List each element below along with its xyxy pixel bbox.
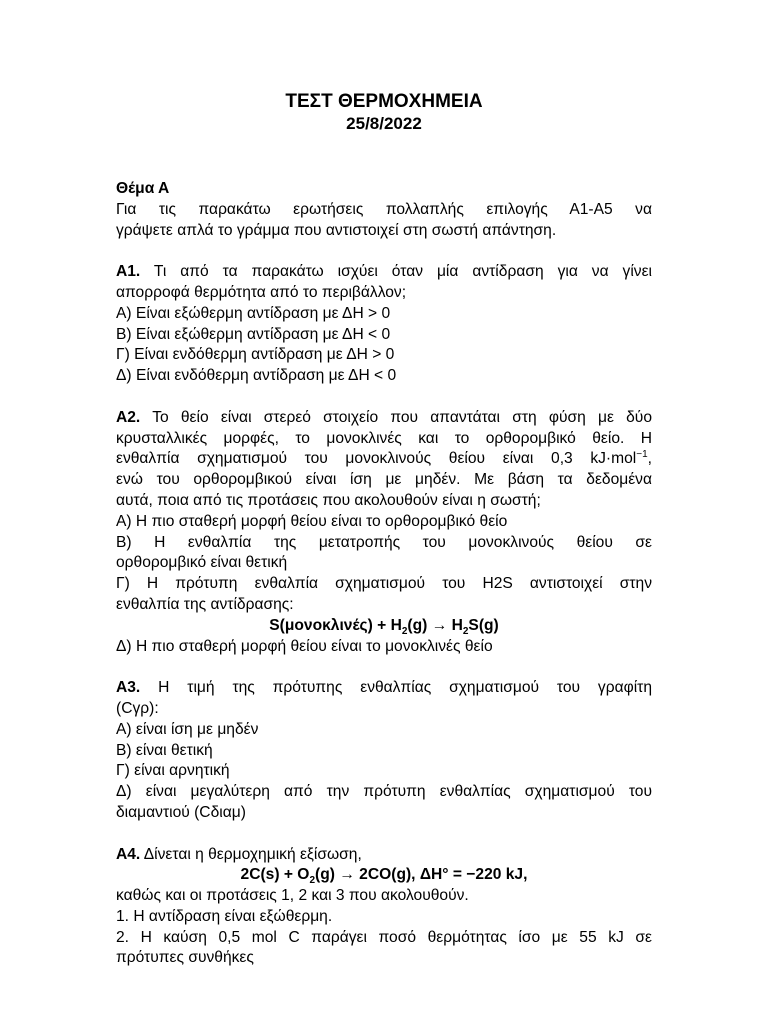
question-a2-option-b-line-1: Β) Η ενθαλπία της μετατροπής του μονοκλινούς θείου σε xyxy=(116,533,652,551)
question-a1-option-b: Β) Είναι εξώθερμη αντίδραση με ΔΗ < 0 xyxy=(116,325,391,343)
question-a1-label: Α1. xyxy=(116,263,141,281)
question-a2-line-5: αυτά, ποια από τις προτάσεις που ακολουθούν είναι η σωστή; xyxy=(116,491,541,509)
equation-part: (g) → 2CO(g), ΔΗ° = −220 kJ, xyxy=(315,866,528,884)
document-page xyxy=(116,90,652,969)
question-a2-option-b-line-2: ορθορομβικό είναι θετική xyxy=(116,554,288,572)
intro-line-2: γράψετε απλά το γράμμα που αντιστοιχεί στη σωστή απάντηση. xyxy=(116,221,557,239)
question-a4-item-2-line-1: 2. Η καύση 0,5 mol C παράγει ποσό θερμότητας ίσο με 55 kJ σε xyxy=(116,928,652,946)
question-a2-line-3 xyxy=(116,449,652,470)
question-a3-option-d-line-1: Δ) είναι μεγαλύτερη από την πρότυπη ενθαλπίας σχηματισμού του xyxy=(116,783,652,801)
question-a4-stem-1: Δίνεται η θερμοχημική εξίσωση, xyxy=(140,845,362,863)
question-a2-line-1 xyxy=(116,408,652,429)
document-title: ΤΕΣΤ ΘΕΡΜΟΧΗΜΕΙΑ xyxy=(285,91,483,112)
equation-part: 2C(s) + O xyxy=(240,866,310,884)
question-a3-stem-1: Η τιμή της πρότυπης ενθαλπίας σχηματισμού του γραφίτη xyxy=(140,679,652,697)
question-a2-label: Α2. xyxy=(116,408,141,426)
section-heading: Θέμα Α xyxy=(116,180,170,197)
question-a1-stem-1: Τι από τα παρακάτω ισχύει όταν μία αντίδραση για να γίνει xyxy=(140,263,652,281)
question-a4-item-2-line-2: πρότυπες συνθήκες xyxy=(116,949,254,967)
question-a1-option-c: Γ) Είναι ενδόθερμη αντίδραση με ΔΗ > 0 xyxy=(116,346,395,364)
question-a2-line-4: ενώ του ορθορομβικού είναι ίση με μηδέν. Με βάση τα δεδομένα xyxy=(116,471,652,489)
equation-subscript: 2 xyxy=(462,625,469,637)
question-a3-option-c: Γ) είναι αρνητική xyxy=(116,762,230,780)
document-date: 25/8/2022 xyxy=(346,114,422,133)
equation-subscript: 2 xyxy=(401,625,408,637)
intro-line-1: Για τις παρακάτω ερωτήσεις πολλαπλής επιλογής Α1-Α5 να xyxy=(116,200,652,218)
question-a3-label: Α3. xyxy=(116,679,141,697)
question-a2-option-d: Δ) Η πιο σταθερή μορφή θείου είναι το μονοκλινές θείο xyxy=(116,637,493,655)
question-a3-line-1 xyxy=(116,678,652,699)
question-a4-line-1 xyxy=(116,845,652,866)
equation-part: (g) → H xyxy=(407,616,463,634)
question-a4-item-1: 1. Η αντίδραση είναι εξώθερμη. xyxy=(116,907,333,925)
equation-part: S(μονοκλινές) + H xyxy=(269,616,402,634)
question-a1-option-d: Δ) Είναι ενδόθερμη αντίδραση με ΔΗ < 0 xyxy=(116,367,397,385)
question-a3-option-a: Α) είναι ίση με μηδέν xyxy=(116,720,259,738)
question-a2-stem-3-end: , xyxy=(647,450,652,468)
question-a2-equation xyxy=(116,616,652,637)
question-a2-option-c-line-2: ενθαλπία της αντίδρασης: xyxy=(116,595,294,613)
question-a1-option-a: Α) Είναι εξώθερμη αντίδραση με ΔΗ > 0 xyxy=(116,304,391,322)
question-a4-line-2: καθώς και οι προτάσεις 1, 2 και 3 που ακολουθούν. xyxy=(116,887,469,905)
question-a3-option-b: Β) είναι θετική xyxy=(116,741,213,759)
question-a2-stem-3: ενθαλπία σχηματισμού του μονοκλινούς θείου είναι 0,3 kJ·mol xyxy=(116,450,637,468)
question-a4-label: Α4. xyxy=(116,845,141,863)
question-a2-stem-1: Το θείο είναι στερεό στοιχείο που απαντάται στη φύση με δύο xyxy=(140,408,652,426)
equation-subscript: 2 xyxy=(309,875,316,887)
question-a2-superscript: −1 xyxy=(636,449,648,461)
question-a1-line-2: απορροφά θερμότητα από το περιβάλλον; xyxy=(116,283,407,301)
equation-part: S(g) xyxy=(468,616,499,634)
question-a3-option-d-line-2: διαμαντιού (Cδιαμ) xyxy=(116,803,246,821)
question-a2-option-a: Α) Η πιο σταθερή μορφή θείου είναι το ορθορομβικό θείο xyxy=(116,512,508,530)
question-a4-equation xyxy=(116,865,652,886)
question-a2-option-c-line-1: Γ) Η πρότυπη ενθαλπία σχηματισμού του H2S αντιστοιχεί στην xyxy=(116,575,652,593)
question-a1-line-1 xyxy=(116,262,652,283)
question-a2-line-2: κρυσταλλικές μορφές, το μονοκλινές και το ορθορομβικό θείο. Η xyxy=(116,429,652,447)
question-a3-line-2: (Cγρ): xyxy=(116,699,159,717)
